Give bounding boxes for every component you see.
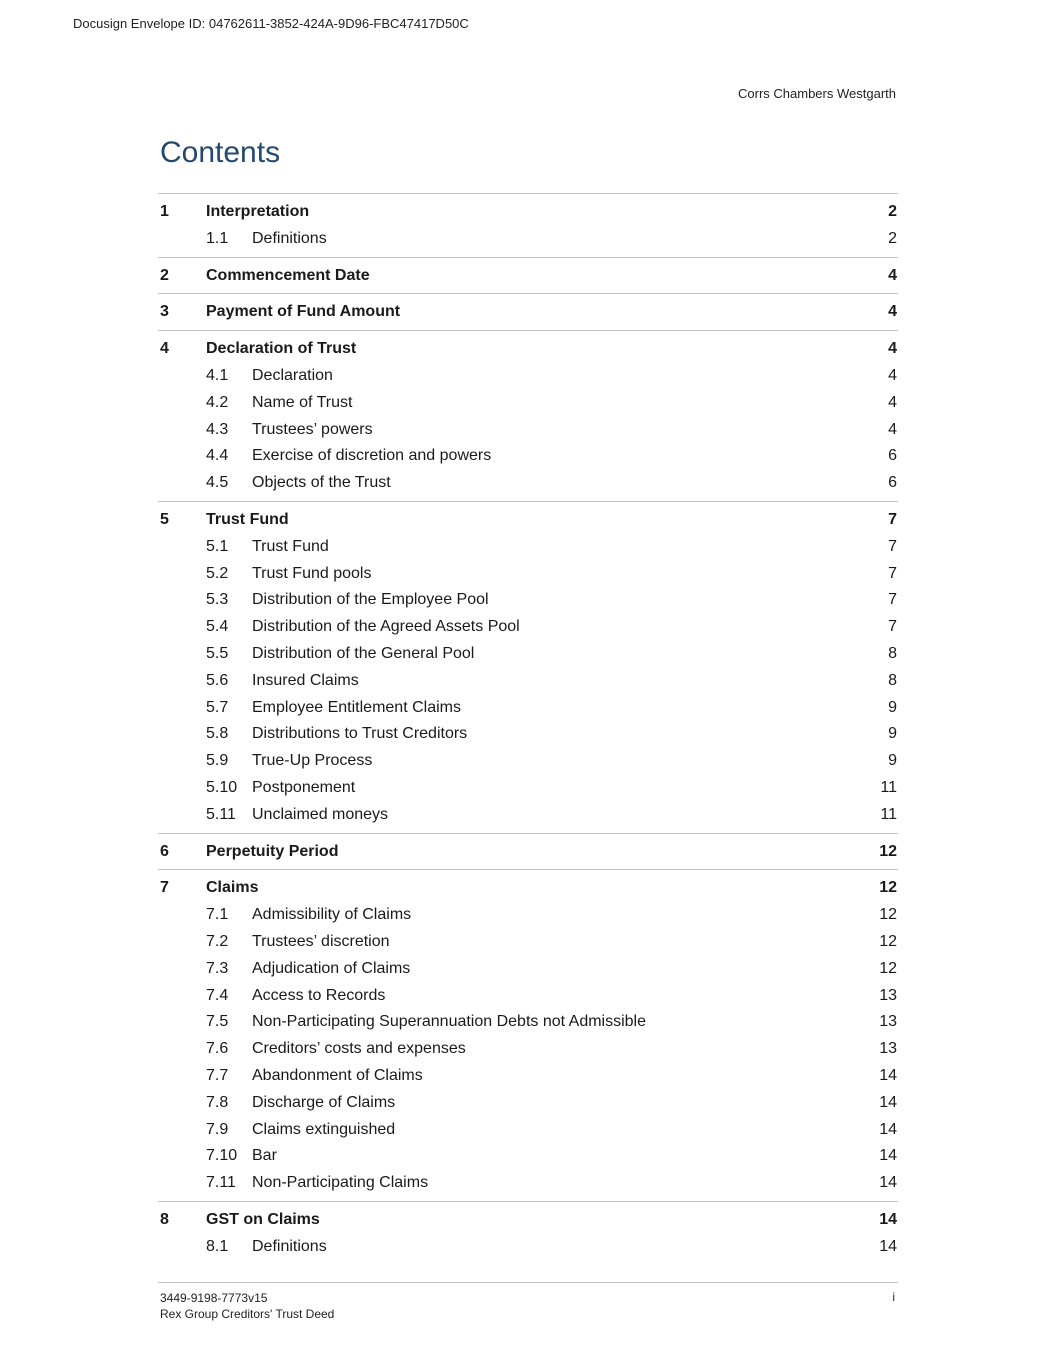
toc-subentry-page: 14 xyxy=(879,1066,897,1084)
toc-entry-heading[interactable] xyxy=(158,507,898,534)
toc-entry-heading[interactable] xyxy=(158,1207,898,1234)
docusign-envelope-id: Docusign Envelope ID: 04762611-3852-424A-9D96-FBC47417D50C xyxy=(73,16,469,31)
toc-entry-heading[interactable] xyxy=(158,875,898,902)
toc-section xyxy=(158,193,898,257)
toc-entry-title: Interpretation xyxy=(206,203,310,220)
toc-subentry-page: 11 xyxy=(880,805,897,823)
toc-subentry-number: 5.4 xyxy=(206,618,229,636)
toc-subentry-number: 5.7 xyxy=(206,698,229,716)
toc-subentry-number: 4.4 xyxy=(206,447,229,465)
toc-entry-page: 2 xyxy=(888,203,897,220)
toc-entry-subsection[interactable] xyxy=(158,721,898,748)
toc-entry-title: Commencement Date xyxy=(206,266,370,284)
toc-entry-subsection[interactable] xyxy=(158,668,898,695)
firm-name: Corrs Chambers Westgarth xyxy=(738,86,896,101)
toc-entry-number: 2 xyxy=(160,266,169,284)
toc-subentry-title: Definitions xyxy=(252,1237,327,1255)
toc-subentry-number: 5.2 xyxy=(206,564,229,582)
toc-entry-number: 4 xyxy=(160,340,169,358)
toc-subentry-title: Trust Fund pools xyxy=(252,564,372,582)
toc-subentry-number: 5.8 xyxy=(206,725,229,743)
toc-subentry-page: 7 xyxy=(888,564,897,582)
toc-entry-subsection[interactable] xyxy=(158,695,898,722)
toc-subentry-number: 7.10 xyxy=(206,1147,238,1165)
toc-subentry-title: Abandonment of Claims xyxy=(252,1066,423,1084)
toc-entry-subsection[interactable] xyxy=(158,748,898,775)
toc-entry-heading[interactable] xyxy=(158,839,898,866)
toc-subentry-title: Declaration xyxy=(252,366,333,384)
toc-subentry-page: 14 xyxy=(879,1147,897,1165)
toc-subentry-page: 4 xyxy=(888,393,897,411)
toc-subentry-page: 9 xyxy=(888,698,897,716)
toc-entry-subsection[interactable] xyxy=(158,614,898,641)
toc-entry-subsection[interactable] xyxy=(158,417,898,444)
toc-entry-title: Claims xyxy=(206,879,259,897)
toc-entry-subsection[interactable] xyxy=(158,1117,898,1144)
toc-subentry-number: 4.3 xyxy=(206,420,229,438)
toc-subentry-page: 6 xyxy=(888,474,897,492)
toc-subentry-number: 4.1 xyxy=(206,366,229,384)
toc-entry-subsection[interactable] xyxy=(158,470,898,497)
toc-entry-subsection[interactable] xyxy=(158,1143,898,1170)
toc-subentry-title: Insured Claims xyxy=(252,671,359,689)
toc-subentry-title: Definitions xyxy=(252,229,327,247)
toc-entry-page: 7 xyxy=(888,510,897,528)
toc-subentry-title: Exercise of discretion and powers xyxy=(252,447,492,465)
toc-subentry-title: Claims extinguished xyxy=(252,1120,396,1138)
toc-subentry-page: 14 xyxy=(879,1120,897,1138)
toc-subentry-title: Name of Trust xyxy=(252,393,353,411)
toc-subentry-title: Trustees’ discretion xyxy=(252,932,390,950)
toc-section xyxy=(158,833,898,870)
footer-left xyxy=(160,1290,334,1322)
toc-entry-heading[interactable] xyxy=(158,199,898,226)
toc-entry-number: 6 xyxy=(160,842,169,860)
document-number: 3449-9198-7773v15 xyxy=(160,1291,268,1305)
toc-entry-number: 8 xyxy=(160,1210,169,1228)
toc-subentry-page: 7 xyxy=(888,537,897,555)
toc-entry-subsection[interactable] xyxy=(158,1090,898,1117)
toc-entry-subsection[interactable] xyxy=(158,802,898,829)
toc-subentry-title: Distribution of the Agreed Assets Pool xyxy=(252,618,520,636)
toc-subentry-number: 7.1 xyxy=(206,906,229,924)
toc-subentry-title: Discharge of Claims xyxy=(252,1093,396,1111)
toc-subentry-page: 8 xyxy=(888,671,897,689)
toc-subentry-number: 7.4 xyxy=(206,986,229,1004)
toc-subentry-title: Trustees’ powers xyxy=(252,420,373,438)
toc-entry-page: 12 xyxy=(879,842,897,860)
toc-subentry-number: 7.5 xyxy=(206,1013,229,1031)
table-of-contents xyxy=(158,193,898,1264)
toc-subentry-page: 13 xyxy=(879,986,897,1004)
toc-subentry-number: 7.7 xyxy=(206,1066,229,1084)
toc-subentry-page: 4 xyxy=(888,366,897,384)
toc-entry-number: 3 xyxy=(160,303,169,321)
toc-subentry-title: Objects of the Trust xyxy=(252,474,391,492)
toc-entry-subsection[interactable] xyxy=(158,902,898,929)
document-title: Rex Group Creditors' Trust Deed xyxy=(160,1307,335,1321)
toc-subentry-page: 14 xyxy=(879,1174,897,1192)
toc-subentry-page: 14 xyxy=(879,1237,897,1255)
toc-entry-subsection[interactable] xyxy=(158,587,898,614)
toc-entry-heading[interactable] xyxy=(158,299,898,326)
toc-subentry-page: 9 xyxy=(888,725,897,743)
toc-subentry-title: Bar xyxy=(252,1147,277,1165)
toc-subentry-page: 8 xyxy=(888,644,897,662)
toc-subentry-number: 7.8 xyxy=(206,1093,229,1111)
toc-entry-subsection[interactable] xyxy=(158,226,898,253)
toc-entry-heading[interactable] xyxy=(158,263,898,290)
toc-subentry-title: Distributions to Trust Creditors xyxy=(252,725,468,743)
toc-subentry-number: 5.6 xyxy=(206,671,229,689)
toc-subentry-page: 12 xyxy=(879,906,897,924)
page-title: Contents xyxy=(160,136,281,169)
toc-entry-title: Trust Fund xyxy=(206,510,289,528)
toc-subentry-number: 4.2 xyxy=(206,393,229,411)
toc-subentry-title: Creditors’ costs and expenses xyxy=(252,1040,466,1058)
toc-subentry-number: 5.11 xyxy=(206,805,236,823)
toc-subentry-page: 13 xyxy=(879,1013,897,1031)
toc-subentry-number: 7.2 xyxy=(206,932,229,950)
toc-entry-subsection[interactable] xyxy=(158,929,898,956)
toc-subentry-title: Employee Entitlement Claims xyxy=(252,698,461,716)
toc-subentry-number: 7.11 xyxy=(206,1174,236,1192)
toc-entry-number: 1 xyxy=(160,203,169,220)
toc-entry-number: 5 xyxy=(160,510,169,528)
toc-entry-subsection[interactable] xyxy=(158,561,898,588)
toc-subentry-number: 5.9 xyxy=(206,752,229,770)
toc-subentry-page: 6 xyxy=(888,447,897,465)
toc-entry-subsection[interactable] xyxy=(158,1234,898,1261)
footer-divider xyxy=(158,1282,898,1283)
toc-subentry-page: 7 xyxy=(888,591,897,609)
toc-entry-subsection[interactable] xyxy=(158,1063,898,1090)
toc-entry-subsection[interactable] xyxy=(158,534,898,561)
toc-entry-subsection[interactable] xyxy=(158,641,898,668)
toc-entry-subsection[interactable] xyxy=(158,1009,898,1036)
toc-subentry-title: Distribution of the General Pool xyxy=(252,644,475,662)
toc-subentry-title: Unclaimed moneys xyxy=(252,805,389,823)
toc-subentry-number: 7.9 xyxy=(206,1120,229,1138)
toc-entry-subsection[interactable] xyxy=(158,390,898,417)
toc-subentry-page: 12 xyxy=(879,932,897,950)
toc-section xyxy=(158,330,898,501)
toc-subentry-number: 4.5 xyxy=(206,474,229,492)
toc-subentry-page: 12 xyxy=(879,959,897,977)
toc-subentry-number: 1.1 xyxy=(206,229,229,247)
toc-subentry-title: Postponement xyxy=(252,778,356,796)
toc-subentry-number: 7.3 xyxy=(206,959,229,977)
toc-subentry-title: True-Up Process xyxy=(252,752,373,770)
toc-subentry-page: 9 xyxy=(888,752,897,770)
toc-entry-subsection[interactable] xyxy=(158,956,898,983)
toc-subentry-title: Non-Participating Superannuation Debts not Admissible xyxy=(252,1013,647,1031)
toc-entry-subsection[interactable] xyxy=(158,443,898,470)
toc-entry-title: Declaration of Trust xyxy=(206,340,357,358)
toc-subentry-page: 2 xyxy=(888,229,897,247)
toc-subentry-page: 11 xyxy=(880,778,897,796)
toc-entry-page: 4 xyxy=(888,303,897,321)
toc-entry-heading[interactable] xyxy=(158,336,898,363)
toc-entry-title: Perpetuity Period xyxy=(206,842,339,860)
toc-entry-page: 4 xyxy=(888,266,897,284)
toc-subentry-page: 13 xyxy=(879,1040,897,1058)
toc-entry-subsection[interactable] xyxy=(158,983,898,1010)
toc-subentry-title: Distribution of the Employee Pool xyxy=(252,591,489,609)
toc-section xyxy=(158,257,898,294)
toc-subentry-title: Non-Participating Claims xyxy=(252,1174,429,1192)
toc-subentry-page: 4 xyxy=(888,420,897,438)
toc-section xyxy=(158,869,898,1201)
toc-entry-subsection[interactable] xyxy=(158,775,898,802)
toc-subentry-number: 5.10 xyxy=(206,778,238,796)
toc-subentry-title: Access to Records xyxy=(252,986,386,1004)
toc-subentry-title: Adjudication of Claims xyxy=(252,959,411,977)
toc-entry-title: GST on Claims xyxy=(206,1210,320,1228)
toc-subentry-number: 7.6 xyxy=(206,1040,229,1058)
toc-entry-page: 4 xyxy=(888,340,897,358)
page-number: i xyxy=(892,1290,895,1304)
toc-subentry-title: Trust Fund xyxy=(252,537,329,555)
toc-section xyxy=(158,1201,898,1265)
toc-entry-subsection[interactable] xyxy=(158,1170,898,1197)
toc-entry-page: 14 xyxy=(879,1210,897,1228)
toc-section xyxy=(158,501,898,833)
toc-entry-subsection[interactable] xyxy=(158,363,898,390)
toc-section xyxy=(158,293,898,330)
toc-subentry-number: 5.1 xyxy=(206,537,229,555)
toc-subentry-page: 14 xyxy=(879,1093,897,1111)
toc-subentry-number: 5.3 xyxy=(206,591,229,609)
toc-entry-number: 7 xyxy=(160,879,169,897)
toc-entry-title: Payment of Fund Amount xyxy=(206,303,401,321)
toc-subentry-number: 5.5 xyxy=(206,644,229,662)
toc-subentry-page: 7 xyxy=(888,618,897,636)
toc-entry-subsection[interactable] xyxy=(158,1036,898,1063)
toc-entry-page: 12 xyxy=(879,879,897,897)
toc-subentry-number: 8.1 xyxy=(206,1237,229,1255)
toc-subentry-title: Admissibility of Claims xyxy=(252,906,412,924)
